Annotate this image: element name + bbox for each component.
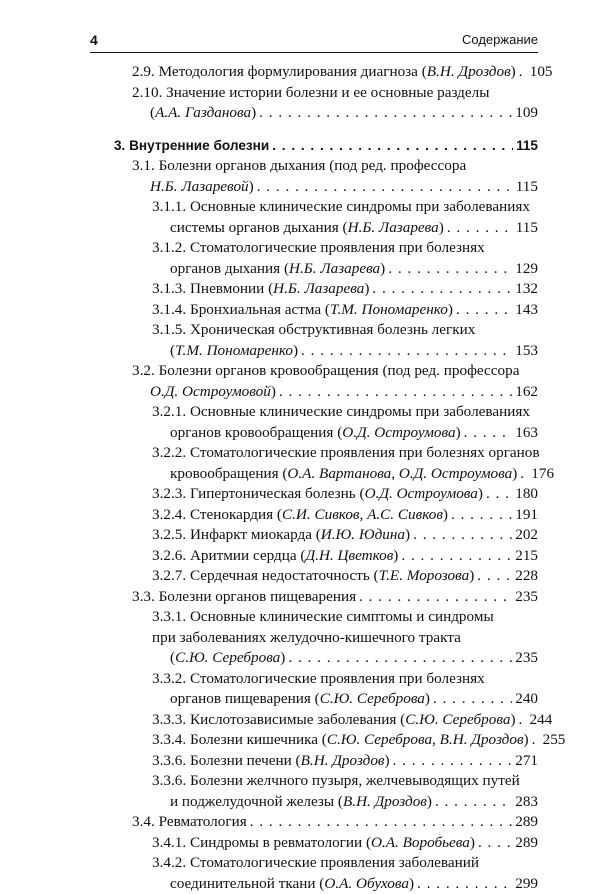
toc-entry[interactable]	[114, 361, 538, 402]
toc-entry-title: органов дыхания (Н.Б. Лазарева)	[170, 259, 385, 280]
leader-dots	[279, 382, 512, 403]
toc-entry-last-line	[152, 792, 538, 813]
toc-entry[interactable]	[114, 443, 538, 484]
toc-entry-last-line	[152, 300, 538, 321]
leader-dots	[301, 341, 512, 362]
toc-entry-last-line	[152, 648, 538, 669]
toc-entry-last-line	[152, 833, 538, 854]
toc-entry-last-line	[152, 505, 538, 526]
toc-entry-line: 3.3.6. Болезни желчного пузыря, желчевыводящих путей	[152, 771, 538, 792]
toc-entry-last-line	[152, 874, 538, 894]
toc-entry-last-line	[152, 546, 538, 567]
toc-entry[interactable]	[114, 853, 538, 894]
toc-page-number: 143	[515, 300, 538, 321]
toc-entry-title: (А.А. Газданова)	[150, 103, 256, 124]
leader-dots	[393, 751, 513, 772]
toc-entry-last-line	[132, 812, 538, 833]
toc-entry-last-line	[152, 730, 538, 751]
toc-entry[interactable]	[114, 525, 538, 546]
toc-entry-line: 3.1.2. Стоматологические проявления при болезнях	[152, 238, 538, 259]
toc-entry-title: органов кровообращения (О.Д. Остроумова)	[170, 423, 461, 444]
toc-page-number: 202	[515, 525, 538, 546]
toc-entry-last-line	[152, 464, 538, 485]
toc-page-number: 163	[515, 423, 538, 444]
toc-page-number: 191	[515, 505, 538, 526]
toc-entry-last-line	[132, 103, 538, 124]
toc-entry-title: 3.2.7. Сердечная недостаточность (Т.Е. Морозова)	[152, 566, 474, 587]
toc-page-number: 129	[515, 259, 538, 280]
toc-entry-title: 3.1.4. Бронхиальная астма (Т.М. Пономаренко)	[152, 300, 453, 321]
leader-dots	[477, 566, 512, 587]
leader-dots	[257, 177, 513, 198]
toc-entry-line: 3.2.1. Основные клинические синдромы при заболеваниях	[152, 402, 538, 423]
toc-page-number: 132	[515, 279, 538, 300]
leader-dots	[259, 103, 512, 124]
leader-dots	[372, 279, 512, 300]
toc-entry[interactable]	[114, 587, 538, 608]
leader-dots	[272, 136, 513, 157]
toc-page-number: 271	[515, 751, 538, 772]
toc-page-number: 180	[515, 484, 538, 505]
toc-page-number: 115	[516, 218, 538, 239]
page-header	[90, 30, 538, 53]
toc-entry-title: 3. Внутренние болезни	[114, 136, 269, 157]
leader-dots	[359, 587, 512, 608]
toc-entry-last-line	[152, 689, 538, 710]
toc-entry[interactable]	[114, 812, 538, 833]
toc-entry-title: 3.2.6. Аритмии сердца (Д.Н. Цветков)	[152, 546, 398, 567]
toc-entry-line: 3.2.2. Стоматологические проявления при болезнях органов	[152, 443, 538, 464]
running-title: Содержание	[462, 32, 538, 47]
toc-entry-title: (С.Ю. Сереброва)	[170, 648, 285, 669]
toc-page-number: 115	[516, 177, 538, 198]
toc-page-number: 289	[515, 833, 538, 854]
leader-dots	[464, 423, 513, 444]
toc-entry[interactable]	[114, 279, 538, 300]
toc-page-number: 228	[515, 566, 538, 587]
toc-entry[interactable]	[114, 300, 538, 321]
toc-page-number: 109	[515, 103, 538, 124]
toc-entry-title: 3.1.3. Пневмонии (Н.Б. Лазарева)	[152, 279, 369, 300]
toc-entry-last-line	[114, 136, 538, 157]
toc-entry-line: 3.3.2. Стоматологические проявления при болезнях	[152, 669, 538, 690]
leader-dots	[447, 218, 513, 239]
leader-dots	[478, 833, 512, 854]
toc-entry-line: 3.4.2. Стоматологические проявления заболеваний	[152, 853, 538, 874]
toc-entry-line: 3.1. Болезни органов дыхания (под ред. профессора	[132, 156, 538, 177]
page-number: 4	[90, 32, 98, 48]
toc-entry-title: системы органов дыхания (Н.Б. Лазарева)	[170, 218, 444, 239]
toc-entry-line: 3.1.5. Хроническая обструктивная болезнь легких	[152, 320, 538, 341]
leader-dots	[401, 546, 512, 567]
toc-entry-title: 3.3.6. Болезни печени (В.Н. Дроздов)	[152, 751, 390, 772]
toc-entry-title: органов пищеварения (С.Ю. Сереброва)	[170, 689, 430, 710]
toc-entry[interactable]	[114, 83, 538, 124]
toc-entry[interactable]	[114, 546, 538, 567]
toc-entry-last-line	[152, 341, 538, 362]
toc-page-number: 255	[543, 730, 566, 751]
leader-dots	[519, 710, 527, 731]
table-of-contents	[114, 62, 538, 894]
leader-dots	[486, 484, 512, 505]
toc-entry[interactable]	[114, 62, 538, 83]
toc-entry-last-line	[152, 218, 538, 239]
toc-entry-last-line	[152, 423, 538, 444]
toc-page-number: 283	[515, 792, 538, 813]
toc-entry[interactable]	[114, 710, 538, 731]
toc-entry-last-line	[132, 177, 538, 198]
section-gap	[114, 124, 538, 136]
toc-entry[interactable]	[114, 771, 538, 812]
toc-entry-title: 3.2.3. Гипертоническая болезнь (О.Д. Остроумова)	[152, 484, 483, 505]
toc-entry[interactable]	[114, 751, 538, 772]
leader-dots	[417, 874, 512, 894]
toc-page-number: 299	[515, 874, 538, 894]
toc-entry-title: кровообращения (О.А. Вартанова, О.Д. Остроумова)	[170, 464, 517, 485]
toc-entry[interactable]	[114, 402, 538, 443]
toc-entry-last-line	[152, 566, 538, 587]
toc-entry-last-line	[152, 525, 538, 546]
toc-entry[interactable]	[114, 505, 538, 526]
toc-page-number: 235	[515, 587, 538, 608]
toc-entry-last-line	[132, 382, 538, 403]
leader-dots	[435, 792, 512, 813]
toc-entry[interactable]	[114, 197, 538, 238]
toc-entry-line: 3.1.1. Основные клинические синдромы при заболеваниях	[152, 197, 538, 218]
toc-page-number: 153	[515, 341, 538, 362]
toc-entry-last-line	[152, 751, 538, 772]
toc-entry[interactable]	[114, 136, 538, 157]
toc-entry-last-line	[132, 62, 538, 83]
toc-entry[interactable]	[114, 484, 538, 505]
toc-entry-title: 2.9. Методология формулирования диагноза (В.Н. Дроздов)	[132, 62, 516, 83]
toc-page-number: 115	[516, 136, 538, 157]
leader-dots	[388, 259, 512, 280]
toc-page-number: 235	[515, 648, 538, 669]
toc-entry-title: 3.4. Ревматология	[132, 812, 247, 833]
leader-dots	[288, 648, 512, 669]
toc-entry[interactable]	[114, 238, 538, 279]
toc-page-number: 289	[515, 812, 538, 833]
leader-dots	[520, 464, 528, 485]
toc-entry-title: 3.3.3. Кислотозависимые заболевания (С.Ю. Сереброва)	[152, 710, 516, 731]
toc-entry-title: (Т.М. Пономаренко)	[170, 341, 298, 362]
toc-entry-line: 2.10. Значение истории болезни и ее основные разделы	[132, 83, 538, 104]
toc-entry-title: 3.2.4. Стенокардия (С.И. Сивков, А.С. Сивков)	[152, 505, 448, 526]
toc-entry-title: 3.2.5. Инфаркт миокарда (И.Ю. Юдина)	[152, 525, 410, 546]
toc-entry[interactable]	[114, 833, 538, 854]
leader-dots	[250, 812, 513, 833]
leader-dots	[532, 730, 540, 751]
toc-entry-line: при заболеваниях желудочно-кишечного тракта	[152, 628, 538, 649]
toc-page-number: 240	[515, 689, 538, 710]
toc-page-number: 215	[515, 546, 538, 567]
leader-dots	[519, 62, 527, 83]
toc-entry-last-line	[152, 710, 538, 731]
toc-entry-last-line	[152, 484, 538, 505]
toc-entry-title: 3.3.4. Болезни кишечника (С.Ю. Сереброва, В.Н. Дроздов)	[152, 730, 529, 751]
toc-entry[interactable]	[114, 566, 538, 587]
toc-entry-last-line	[152, 259, 538, 280]
toc-page-number: 162	[515, 382, 538, 403]
toc-entry-last-line	[132, 587, 538, 608]
toc-entry[interactable]	[114, 320, 538, 361]
toc-entry-title: и поджелудочной железы (В.Н. Дроздов)	[170, 792, 432, 813]
leader-dots	[413, 525, 512, 546]
toc-entry-last-line	[152, 279, 538, 300]
leader-dots	[433, 689, 512, 710]
toc-entry-title: Н.Б. Лазаревой)	[150, 177, 254, 198]
toc-entry[interactable]	[114, 607, 538, 669]
toc-page-number: 244	[530, 710, 553, 731]
toc-entry-line: 3.3.1. Основные клинические симптомы и синдромы	[152, 607, 538, 628]
toc-entry-title: 3.3. Болезни органов пищеварения	[132, 587, 356, 608]
toc-page-number: 176	[531, 464, 554, 485]
leader-dots	[451, 505, 512, 526]
toc-page-number: 105	[530, 62, 553, 83]
toc-entry-title: 3.4.1. Синдромы в ревматологии (О.А. Воробьева)	[152, 833, 475, 854]
toc-entry-title: соединительной ткани (О.А. Обухова)	[170, 874, 414, 894]
toc-entry[interactable]	[114, 730, 538, 751]
toc-entry[interactable]	[114, 669, 538, 710]
toc-entry[interactable]	[114, 156, 538, 197]
leader-dots	[456, 300, 512, 321]
toc-entry-line: 3.2. Болезни органов кровообращения (под ред. профессора	[132, 361, 538, 382]
toc-entry-title: О.Д. Остроумовой)	[150, 382, 276, 403]
